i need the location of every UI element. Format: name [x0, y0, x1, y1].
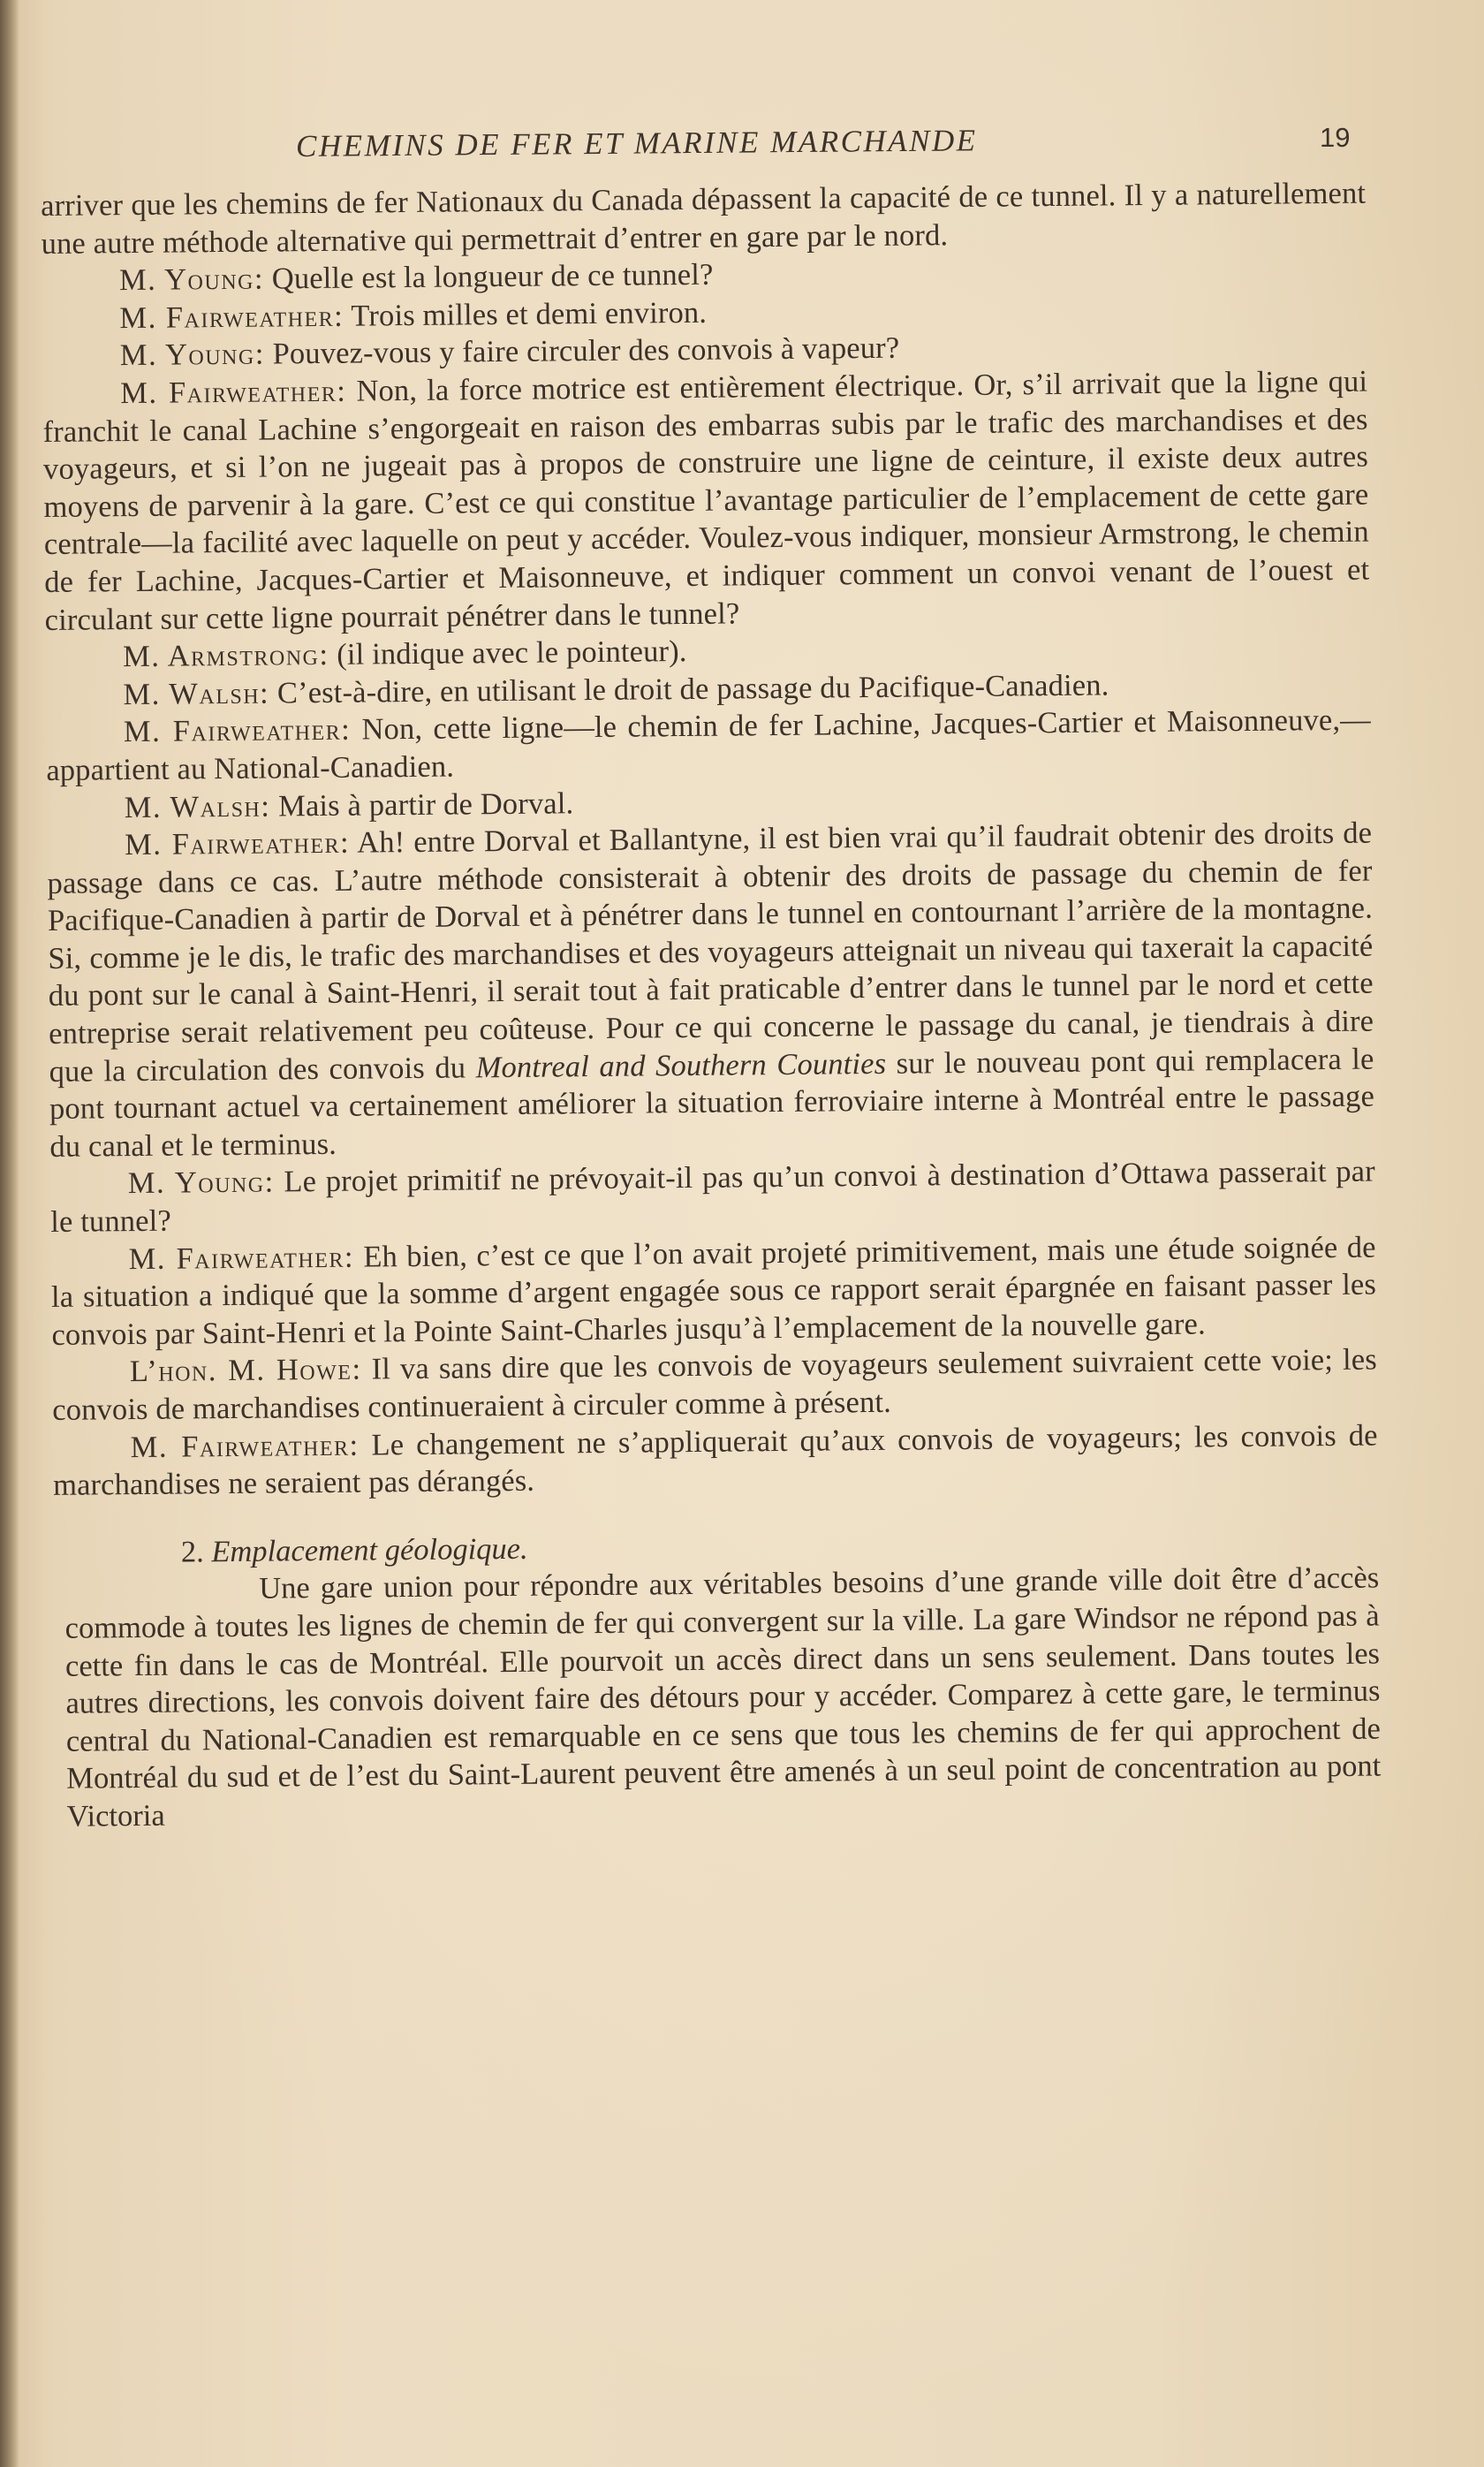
running-header [0, 122, 1484, 175]
dialogue-paragraph [46, 702, 1372, 790]
dialogue-paragraph [42, 363, 1370, 640]
paragraph-text: Pouvez-vous y faire circuler des convois à vapeur? [272, 331, 900, 371]
speaker-name: M. Fairweather: [128, 1240, 355, 1276]
dialogue-paragraph [50, 1153, 1376, 1241]
paragraph-text: Trois milles et demi environ. [351, 295, 708, 333]
dialogue-paragraph [52, 1341, 1378, 1430]
speaker-name: M. Fairweather: [130, 1428, 360, 1464]
speaker-name: M. Fairweather: [119, 299, 344, 335]
section-paragraph: Une gare union pour répondre aux véritables besoins d’une grande ville doit être d’accès commode à toutes les lignes de chemin de fer qui convergent sur la ville. La gare Windsor ne répond pas à cette fin dans le cas de Montréal. Elle pourvoit un accès direct dans un sens seulement. Dans toutes les autres directions, les convois doivent faire des détours pour y accéder. Comparez à cette gare, le terminus central du National-Canadien est remarquable en ce sens que tous les chemins de fer qui approchent de Montréal du sud et de l’est du Saint-Laurent peuvent être amenés à un seul point de concentration au pont Victoria [64, 1560, 1382, 1833]
body-text [41, 175, 1382, 1836]
railway-name-italic: Montreal and Southern Counties [475, 1046, 887, 1084]
paragraph-text: Eh bien, c’est ce que l’on avait projeté primitivement, mais une étude soignée de la situation a indiqué que la somme d’argent engagée sous ce rapport serait épargnée en faisant passer les convois par Saint-Henri et la Pointe Saint-Charles jusqu’à l’emplacement de la nouvelle gare. [50, 1230, 1377, 1352]
page-binding-edge [0, 0, 19, 2467]
paragraph-text: Le changement ne s’appliquerait qu’aux convois de voyageurs; les convois de marchandises ne seraient pas dérangés. [52, 1418, 1378, 1503]
paragraph-text: sur le nouveau pont qui remplacera le pont tournant actuel va certainement améliorer la situation ferroviaire interne à Montréal entre le passage du canal et le terminus. [49, 1042, 1375, 1164]
paragraph-text: Ah! entre Dorval et Ballantyne, il est bien vrai qu’il faudrait obtenir des droits de passage dans ce cas. L’autre méthode consisterait à obtenir des droits de passage du chemin de fer Pacifique-Canadien à partir de Dorval et à pénétrer dans le tunnel en contournant l’arrière de la montagne. Si, comme je le dis, le trafic des marchandises et des voyageurs atteignait un niveau qui taxerait la capacité du pont sur le canal à Saint-Henri, il serait tout à fait praticable d’entrer dans le tunnel par le nord et cette entreprise serait relativement peu coûteuse. Pour ce qui concerne le passage du canal, je tiendrais à dire que la circulation des convois du [47, 816, 1374, 1089]
section-number: 2. [180, 1535, 204, 1569]
dialogue-paragraph [50, 1228, 1376, 1354]
paragraph-text: arriver que les chemins de fer Nationaux du Canada dépassent la capacité de ce tunnel. Il y a naturellement une autre méthode alternative qui permettrait d’entrer en gare par le nord. [41, 176, 1367, 261]
section [54, 1522, 1382, 1835]
paragraph-text: Non, cette ligne—le chemin de fer Lachine, Jacques-Cartier et Maisonneuve,—appartient au National-Canadien. [46, 702, 1372, 787]
paragraph-continuation [41, 175, 1367, 263]
paragraph-text: Il va sans dire que les convois de voyageurs seulement suivraient cette voie; les convois de marchandises continueraient à circuler comme à présent. [52, 1342, 1378, 1427]
speaker-name: L’hon. M. Howe: [129, 1352, 362, 1389]
page-number: 19 [1320, 122, 1351, 153]
dialogue-paragraph [47, 815, 1375, 1166]
paragraph-text: Le projet primitif ne prévoyait-il pas qu’un convoi à destination d’Ottawa passerait par le tunnel? [50, 1154, 1375, 1239]
speaker-name: M. Young: [119, 337, 265, 373]
speaker-name: M. Young: [127, 1165, 275, 1201]
section-title: Emplacement géologique. [211, 1531, 528, 1568]
paragraph-text: C’est-à-dire, en utilisant le droit de passage du Pacifique-Canadien. [276, 668, 1109, 710]
dialogue-paragraph [52, 1416, 1378, 1505]
paragraph-text: Mais à partir de Dorval. [277, 786, 574, 823]
speaker-name: M. Fairweather: [123, 712, 352, 749]
paragraph-text: Non, la force motrice est entièrement électrique. Or, s’il arrivait que la ligne qui franchit le canal Lachine s’engorgeait en raison des embarras subis par le trafic des marchandises et des voyageurs, et si l’on ne jugeait pas à propos de construire une ligne de ceinture, il existe deux autres moyens de parvenir à la gare. C’est ce qui constitue l’avantage particulier de l’emplacement de cette gare centrale—la facilité avec laquelle on peut y accéder. Voulez-vous indiquer, monsieur Armstrong, le chemin de fer Lachine, Jacques-Cartier et Maisonneuve, et indiquer comment un convoi venant de l’ouest et circulant sur cette ligne pourrait pénétrer dans le tunnel? [42, 364, 1370, 637]
speaker-name: M. Armstrong: [122, 638, 329, 674]
running-title: CHEMINS DE FER ET MARINE MARCHANDE [295, 123, 978, 163]
speaker-name: M. Young: [118, 262, 265, 298]
speaker-name: M. Walsh: [124, 789, 271, 824]
speaker-name: M. Fairweather: [124, 825, 351, 862]
paragraph-text: Quelle est la longueur de ce tunnel? [271, 257, 714, 296]
speaker-name: M. Fairweather: [120, 374, 347, 411]
speaker-name: M. Walsh: [123, 676, 270, 711]
paragraph-text: (il indique avec le pointeur). [337, 634, 687, 672]
